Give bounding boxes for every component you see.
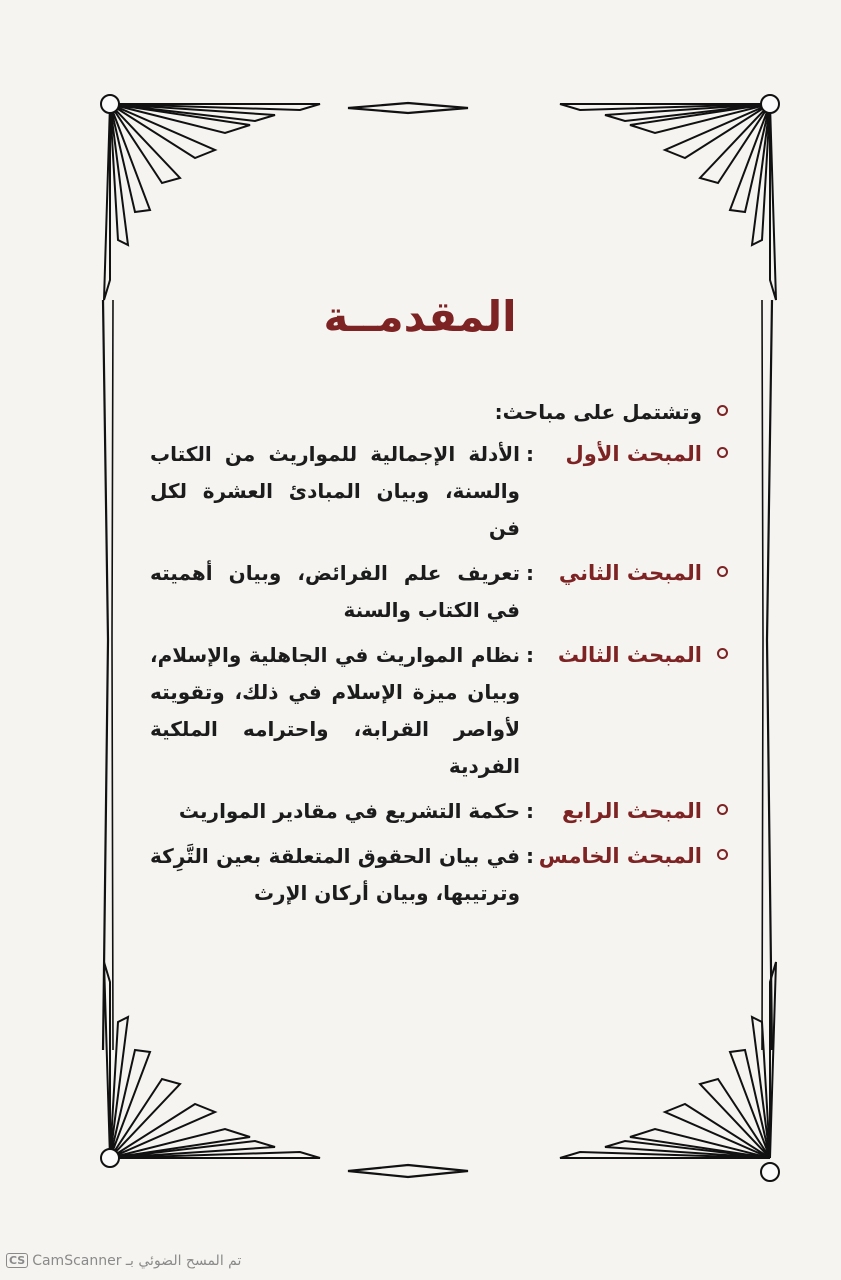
colon: : <box>526 799 534 823</box>
right-rail <box>767 300 772 1050</box>
colon: : <box>526 442 534 466</box>
list-item <box>150 555 730 629</box>
camscanner-logo-icon: CS <box>6 1253 28 1268</box>
bottom-center-ornament <box>348 1165 468 1177</box>
corner-ornament-bottom-left <box>104 962 320 1158</box>
corner-ornament-bottom-right <box>560 962 776 1158</box>
top-center-ornament <box>348 103 468 113</box>
section-label: المبحث الرابع <box>562 799 702 823</box>
corner-ornament-top-right <box>560 104 776 300</box>
bullet-icon <box>717 648 728 659</box>
colon: : <box>526 844 534 868</box>
corner-ornament-top-left <box>104 104 320 300</box>
list-item <box>150 793 730 830</box>
colon: : <box>526 643 534 667</box>
list-item <box>150 637 730 785</box>
corner-circle-top-right <box>761 95 779 113</box>
scanner-watermark <box>6 1253 241 1269</box>
colon: : <box>526 561 534 585</box>
section-text: حكمة التشريع في مقادير المواريث <box>178 799 520 823</box>
list-item <box>150 838 730 912</box>
corner-circle-bottom-left <box>101 1149 119 1167</box>
section-text: في بيان الحقوق المتعلقة بعين التَّرِكة وترتيبها، وبيان أركان الإرث <box>150 844 520 905</box>
bullet-icon <box>717 447 728 458</box>
corner-circle-top-left <box>101 95 119 113</box>
left-rail <box>103 300 108 1050</box>
section-text: تعريف علم الفرائض، وبيان أهميته في الكتاب والسنة <box>150 561 520 622</box>
section-text: نظام المواريث في الجاهلية والإسلام، وبيان ميزة الإسلام في ذلك، وتقويته لأواصر القرابة، واحترامه الملكية الفردية <box>150 643 520 778</box>
list-item <box>150 436 730 547</box>
page-title: المقدمــة <box>323 292 517 341</box>
section-text: الأدلة الإجمالية للمواريث من الكتاب والسنة، وبيان المبادئ العشرة لكل فن <box>150 442 520 540</box>
section-label: المبحث الخامس <box>538 844 702 868</box>
intro-text: وتشتمل على مباحث: <box>494 400 702 424</box>
section-label: المبحث الثالث <box>557 643 702 667</box>
bullet-icon <box>717 849 728 860</box>
intro-line <box>150 394 730 430</box>
section-label: المبحث الأول <box>565 442 702 466</box>
bullet-icon <box>717 405 728 416</box>
section-label: المبحث الثاني <box>558 561 702 585</box>
section-list <box>150 394 730 920</box>
corner-circle-bottom-right <box>761 1163 779 1181</box>
bullet-icon <box>717 804 728 815</box>
watermark-text: تم المسح الضوئي بـ CamScanner <box>32 1253 242 1269</box>
bullet-icon <box>717 566 728 577</box>
